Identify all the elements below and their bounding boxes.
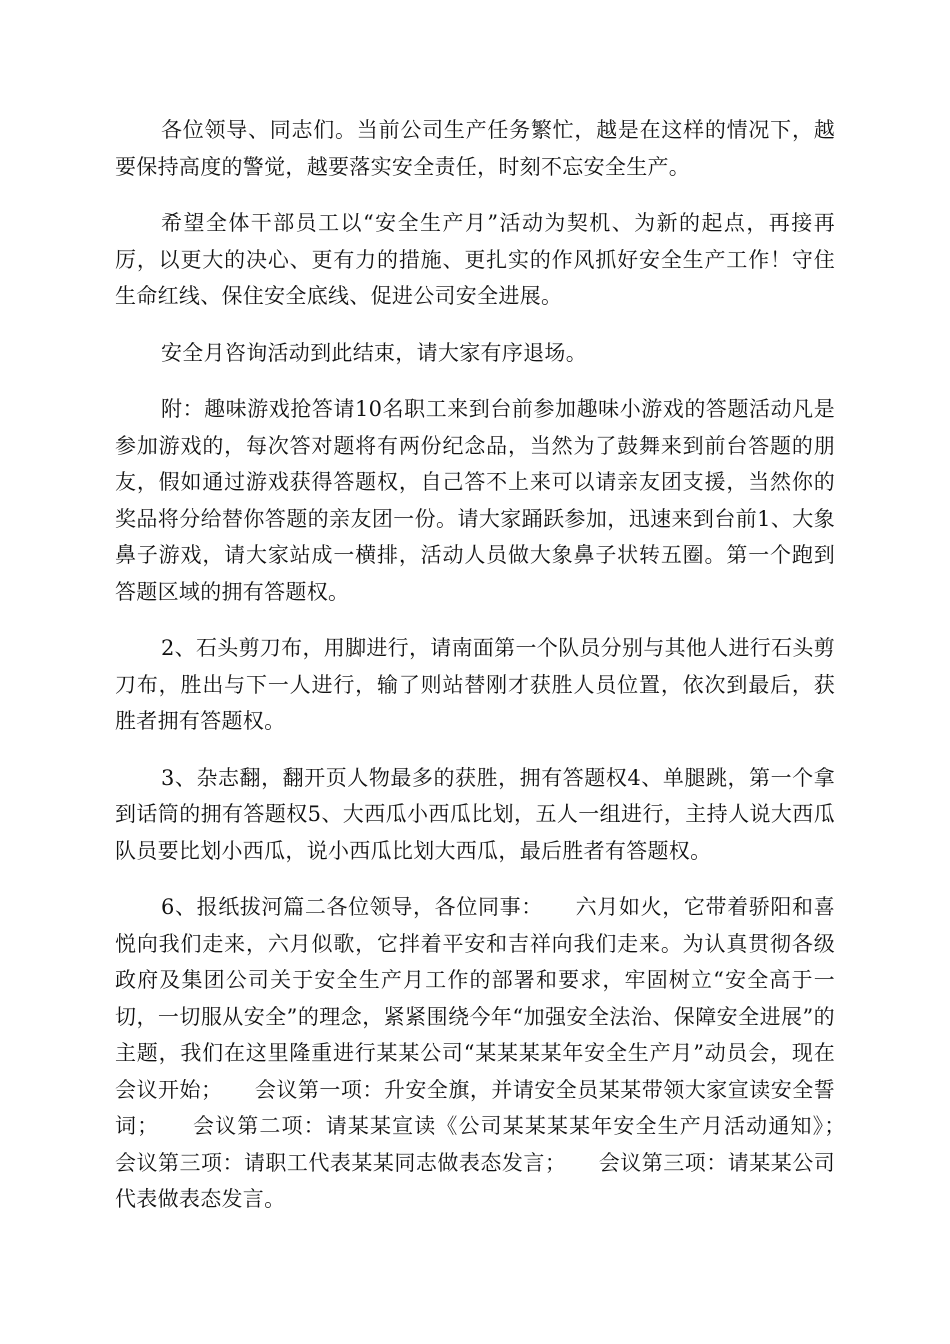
paragraph-mobilization-meeting: 6、报纸拔河篇二各位领导，各位同事： 六月如火，它带着骄阳和喜悦向我们走来，六月似歌，它拌着平安和吉祥向我们走来。为认真贯彻各级政府及集团公司关于安全生产月工作的部署和要求，牢固树立“安全高于一切，一切服从安全”的理念，紧紧围绕今年“加强安全法治、保障安全进展”的主题，我们在这里隆重进行某某公司“某某某某年安全生产月”动员会，现在会议开始； 会议第一项：升安全旗，并请安全员某某带领大家宣读安全誓词； 会议第二项：请某某宣读《公司某某某某年安全生产月活动通知》； 会议第三项：请职工代表某某同志做表态发言； 会议第三项：请某某公司代表做表态发言。 (115, 895, 878, 1211)
paragraph-call-to-action: 希望全体干部员工以“安全生产月”活动为契机、为新的起点，再接再厉，以更大的决心、更有力的措施、更扎实的作风抓好安全生产工作！守住生命红线、保住安全底线、促进公司安全进展。 (115, 211, 835, 308)
paragraph-game-rock-paper-scissors: 2、石头剪刀布，用脚进行，请南面第一个队员分别与其他人进行石头剪刀布，胜出与下一人进行，输了则站替刚才获胜人员位置，依次到最后，获胜者拥有答题权。 (115, 636, 835, 733)
paragraph-appendix-games: 附：趣味游戏抢答请10名职工来到台前参加趣味小游戏的答题活动凡是参加游戏的，每次答对题将有两份纪念品，当然为了鼓舞来到前台答题的朋友，假如通过游戏获得答题权，自己答不上来可以请亲友团支援，当然你的奖品将分给替你答题的亲友团一份。请大家踊跃参加，迅速来到台前1、大象鼻子游戏，请大家站成一横排，活动人员做大象鼻子状转五圈。第一个跑到答题区域的拥有答题权。 (115, 397, 835, 604)
document-body (115, 112, 878, 1238)
paragraph-opening: 各位领导、同志们。当前公司生产任务繁忙，越是在这样的情况下，越要保持高度的警觉，越要落实安全责任，时刻不忘安全生产。 (115, 118, 835, 179)
paragraph-game-magazine: 3、杂志翻，翻开页人物最多的获胜，拥有答题权4、单腿跳，第一个拿到话筒的拥有答题权5、大西瓜小西瓜比划，五人一组进行，主持人说大西瓜队员要比划小西瓜，说小西瓜比划大西瓜，最后胜者有答题权。 (115, 765, 835, 863)
paragraph-closing-notice: 安全月咨询活动到此结束，请大家有序退场。 (161, 340, 587, 365)
